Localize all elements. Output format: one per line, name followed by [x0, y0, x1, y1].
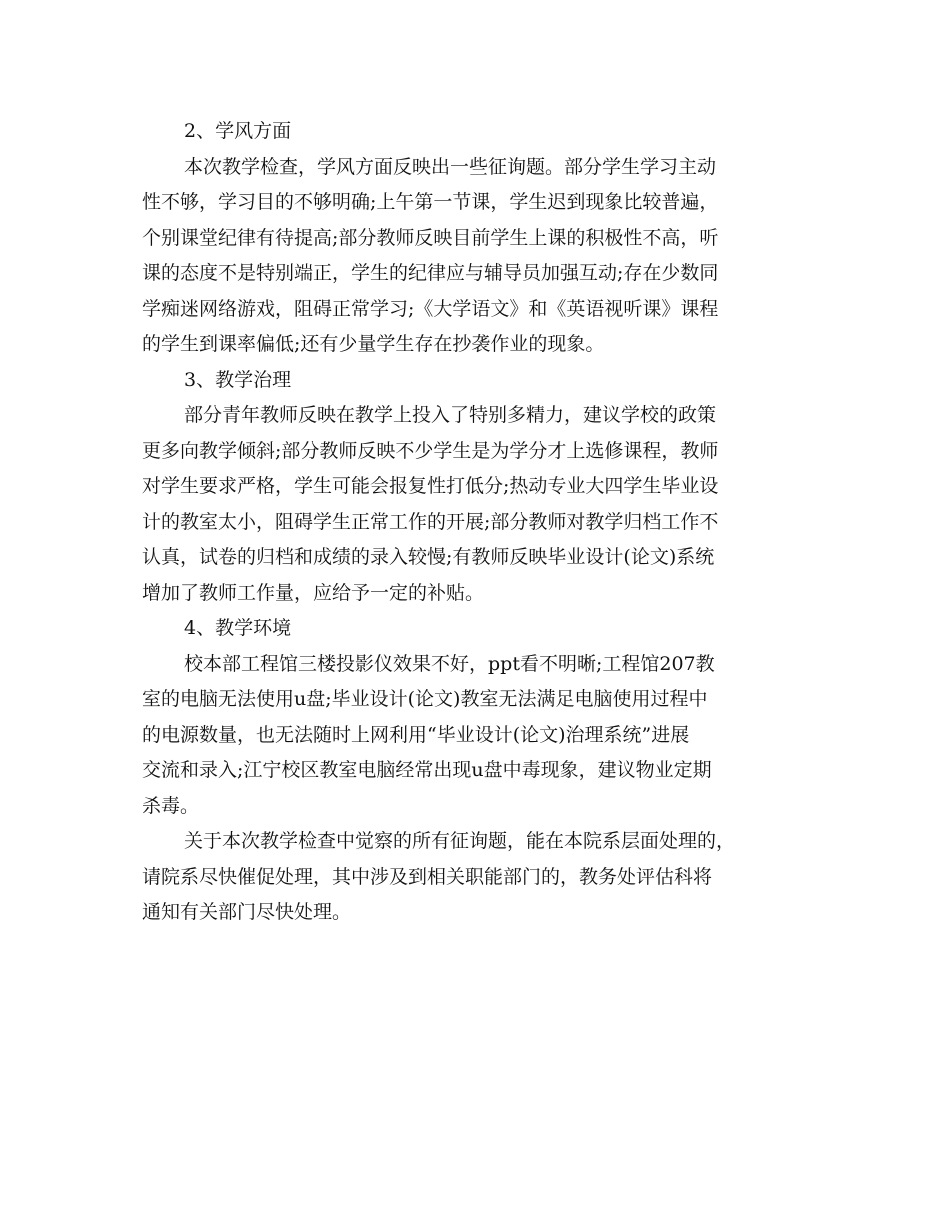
closing-paragraph: [142, 824, 828, 931]
paragraph-line: 学痴迷网络游戏，阻碍正常学习;《大学语文》和《英语视听课》课程: [142, 297, 719, 320]
paragraph-line: 的电源数量，也无法随时上网利用“毕业设计(论文)治理系统”进展: [142, 723, 690, 746]
paragraph-line: 交流和录入;江宁校区教室电脑经常出现u盘中毒现象，建议物业定期: [142, 759, 712, 781]
paragraph-line: 对学生要求严格，学生可能会报复性打低分;热动专业大四学生毕业设: [142, 475, 719, 497]
section-paragraph-teaching-management: [142, 398, 828, 611]
paragraph-line: 的学生到课率偏低;还有少量学生存在抄袭作业的现象。: [142, 333, 605, 355]
paragraph-line: 校本部工程馆三楼投影仪效果不好，ppt看不明晰;工程馆207教: [184, 652, 715, 675]
paragraph-line: 室的电脑无法使用u盘;毕业设计(论文)教室无法满足电脑使用过程中: [142, 688, 708, 710]
section-heading-study-style: 2、学风方面: [184, 120, 292, 142]
paragraph-line: 性不够，学习目的不够明确;上午第一节课，学生迟到现象比较普遍，: [142, 191, 719, 213]
paragraph-line: 杀毒。: [142, 794, 200, 817]
paragraph-line: 增加了教师工作量，应给予一定的补贴。: [142, 581, 485, 604]
section-heading-teaching-management: 3、教学治理: [184, 368, 292, 391]
paragraph-line: 关于本次教学检查中觉察的所有征询题，能在本院系层面处理的，: [184, 830, 736, 852]
paragraph-line: 部分青年教师反映在教学上投入了特别多精力，建议学校的政策: [184, 404, 717, 426]
document-body: [142, 114, 828, 931]
paragraph-line: 请院系尽快催促处理，其中涉及到相关职能部门的，教务处评估科将: [142, 865, 713, 888]
paragraph-line: 认真，试卷的归档和成绩的录入较慢;有教师反映毕业设计(论文)系统: [142, 546, 715, 568]
section-heading-teaching-environment: 4、教学环境: [184, 617, 292, 639]
paragraph-line: 更多向教学倾斜;部分教师反映不少学生是为学分才上选修课程，教师: [142, 439, 719, 462]
paragraph-line: 计的教室太小，阻碍学生正常工作的开展;部分教师对教学归档工作不: [142, 510, 719, 533]
paragraph-line: 通知有关部门尽快处理。: [142, 901, 352, 923]
paragraph-line: 本次教学检查，学风方面反映出一些征询题。部分学生学习主动: [184, 155, 717, 178]
section-paragraph-teaching-environment: [142, 647, 828, 825]
paragraph-line: 个别课堂纪律有待提高;部分教师反映目前学生上课的积极性不高，听: [142, 226, 719, 249]
section-paragraph-study-style: [142, 150, 828, 363]
paragraph-line: 课的态度不是特别端正，学生的纪律应与辅导员加强互动;存在少数同: [142, 262, 719, 284]
